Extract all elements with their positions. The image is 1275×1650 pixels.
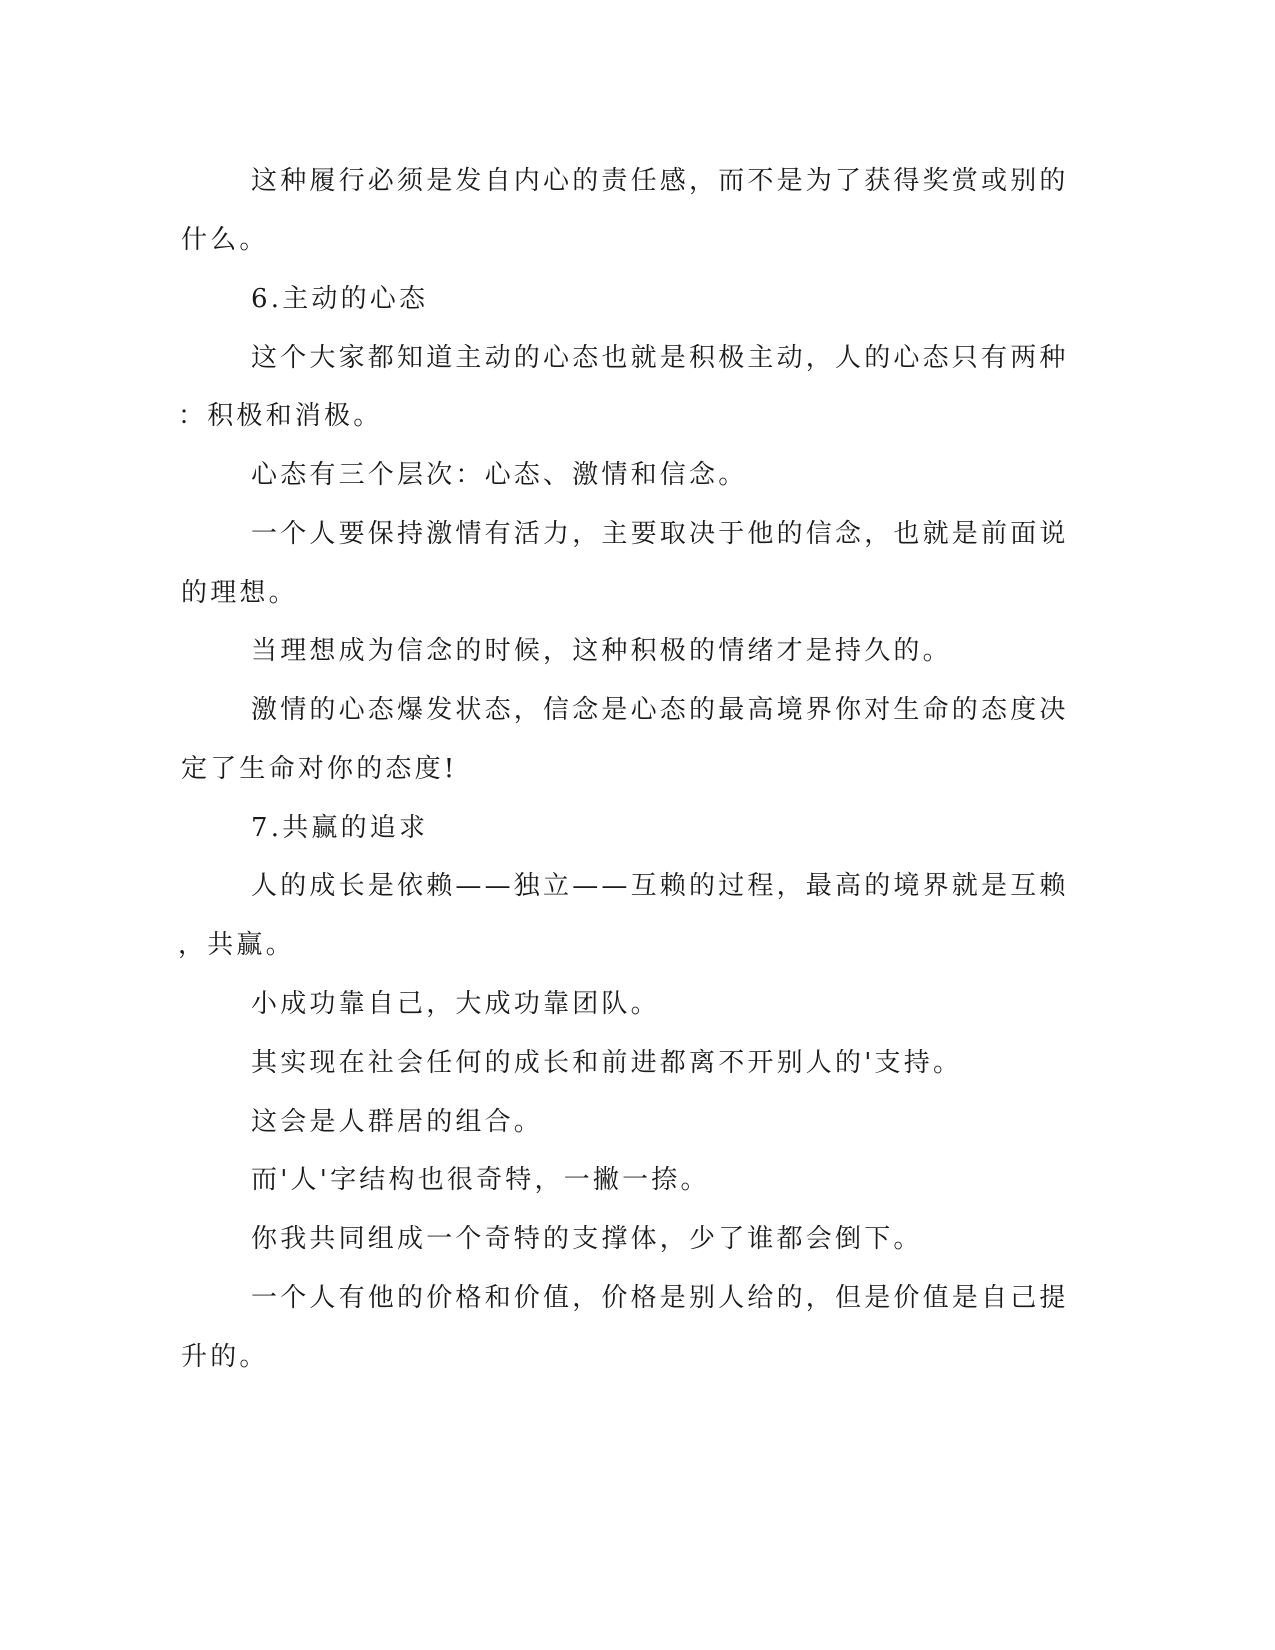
paragraph-line: 心态有三个层次：心态、激情和信念。 — [251, 460, 748, 490]
paragraph-line: 的理想。 — [181, 578, 298, 608]
paragraph-line: 这个大家都知道主动的心态也就是积极主动，人的心态只有两种 — [251, 343, 1069, 373]
paragraph-line: 定了生命对你的态度! — [181, 754, 458, 784]
paragraph-line: 这会是人群居的组合。 — [251, 1107, 544, 1137]
paragraph-line: 升的。 — [181, 1342, 269, 1372]
paragraph-line: 其实现在社会任何的成长和前进都离不开别人的'支持。 — [251, 1048, 963, 1078]
paragraph-line: ：积极和消极。 — [178, 401, 383, 431]
paragraph-line: 小成功靠自己，大成功靠团队。 — [251, 989, 660, 1019]
paragraph-line: 什么。 — [181, 225, 269, 255]
section-heading: 6.主动的心态 — [251, 284, 429, 314]
paragraph-line: 激情的心态爆发状态，信念是心态的最高境界你对生命的态度决 — [251, 695, 1069, 725]
paragraph-line: 一个人有他的价格和价值，价格是别人给的，但是价值是自己提 — [251, 1283, 1069, 1313]
paragraph-line: 一个人要保持激情有活力，主要取决于他的信念，也就是前面说 — [251, 519, 1069, 549]
paragraph-line: 你我共同组成一个奇特的支撑体，少了谁都会倒下。 — [251, 1224, 923, 1254]
paragraph-line: ，共赢。 — [178, 930, 295, 960]
paragraph-line: 当理想成为信念的时候，这种积极的情绪才是持久的。 — [251, 636, 952, 666]
paragraph-line: 这种履行必须是发自内心的责任感，而不是为了获得奖赏或别的 — [251, 166, 1069, 196]
paragraph-line: 人的成长是依赖——独立——互赖的过程，最高的境界就是互赖 — [251, 871, 1069, 901]
paragraph-line: 而'人'字结构也很奇特，一撇一捺。 — [251, 1165, 710, 1195]
section-heading: 7.共赢的追求 — [251, 813, 429, 843]
